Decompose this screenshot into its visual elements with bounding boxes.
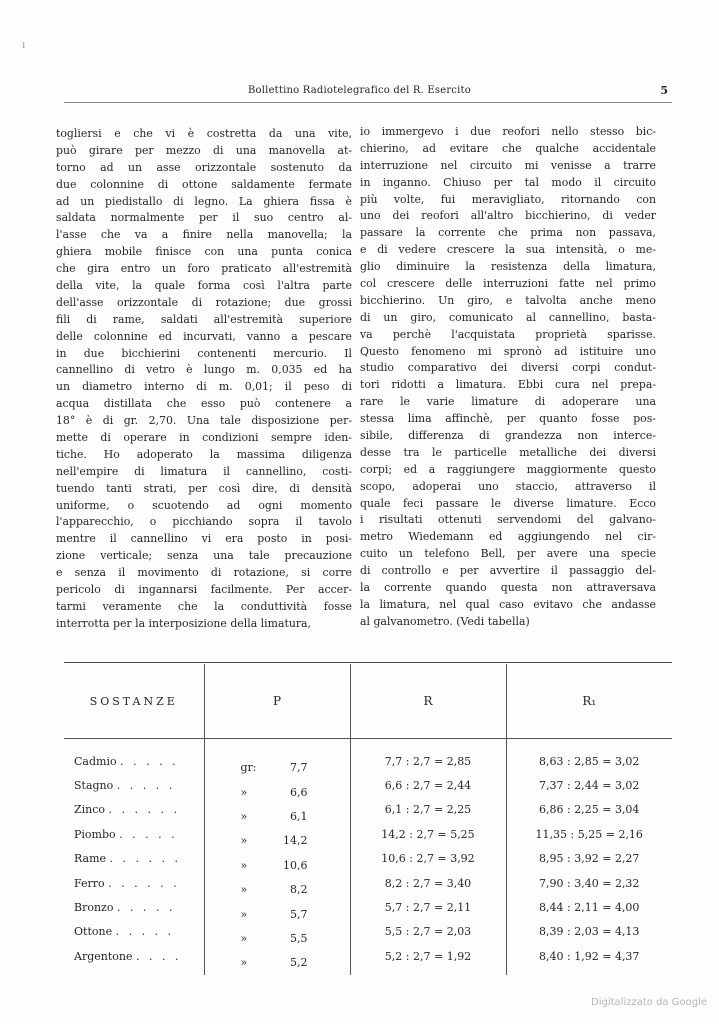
header-r: R — [350, 664, 506, 739]
substance-name: Zinco — [74, 803, 106, 817]
text-line: e di vedere crescere la sua intensità, o me- — [360, 243, 656, 257]
r-cell: 14,2 : 2,7 = 5,25 — [350, 822, 506, 846]
text-line: la corrente quando questa non attraversava — [360, 581, 656, 595]
table-row — [64, 944, 672, 974]
text-line: di un giro, comunicato al cannellino, basta- — [360, 310, 656, 324]
r-cell: 5,7 : 2,7 = 2,11 — [350, 895, 506, 919]
text-line: cuito un telefono Bell, per avere una specie — [360, 547, 656, 561]
substance-cell — [64, 895, 204, 919]
table-body — [64, 739, 672, 975]
leader-dots: . . . . . — [116, 779, 176, 793]
text-line: ad un piedistallo di legno. La ghiera fissa è — [56, 194, 352, 208]
p-value: 10,6 — [283, 858, 308, 872]
p-value: 5,5 — [290, 931, 308, 945]
substance-cell — [64, 773, 204, 797]
substance-name: Bronzo — [74, 901, 114, 915]
r-cell: 7,7 : 2,7 = 2,85 — [350, 739, 506, 774]
table-row — [64, 871, 672, 895]
text-line: uno dei reofori all'altro bicchierino, di veder — [360, 209, 656, 223]
text-line: e senza il movimento di rotazione, si corre — [56, 566, 352, 580]
p-unit: » — [240, 809, 248, 823]
text-line: pericolo di ingannarsi facilmente. Per accer- — [56, 583, 352, 597]
r-cell: 10,6 : 2,7 = 3,92 — [350, 847, 506, 871]
r1-cell: 8,95 : 3,92 = 2,27 — [506, 847, 672, 871]
text-line: ghiera mobile finisce con una punta conica — [56, 245, 352, 259]
r1-cell: 8,63 : 2,85 = 3,02 — [506, 739, 672, 774]
page-number: 5 — [660, 84, 668, 97]
r1-cell: 7,90 : 3,40 = 2,32 — [506, 871, 672, 895]
text-line: stessa lima affinchè, per quanto fosse pos- — [360, 412, 656, 426]
text-line: glio diminuire la resistenza della limatura, — [360, 260, 656, 274]
leader-dots: . . . . — [135, 949, 182, 963]
text-line: passare la corrente che prima non passava, — [360, 226, 656, 240]
substance-name: Ferro — [74, 876, 105, 890]
table-row — [64, 895, 672, 919]
p-cell — [204, 847, 350, 871]
text-line: più volte, fui meravigliato, ritornando con — [360, 192, 656, 206]
p-unit: » — [240, 956, 248, 970]
text-line: desse tra le particelle metalliche dei diversi — [360, 445, 656, 459]
leader-dots: . . . . . . — [108, 803, 180, 817]
text-line: studio comparativo dei diversi corpi condut- — [360, 361, 656, 375]
text-line: rare le varie limature di adoperare una — [360, 395, 656, 409]
text-line: al galvanometro. (Vedi tabella) — [360, 614, 530, 628]
text-line: va perchè l'acquistata proprietà sparisse. — [360, 327, 656, 341]
header-p: P — [204, 664, 350, 739]
text-line: bicchierino. Un giro, e talvolta anche meno — [360, 293, 656, 307]
table-row — [64, 920, 672, 944]
substance-cell — [64, 739, 204, 774]
text-line: dell'asse orizzontale di rotazione; due grossi — [56, 295, 352, 309]
r-cell: 5,2 : 2,7 = 1,92 — [350, 944, 506, 974]
text-line: tiche. Ho adoperato la massima diligenza — [56, 447, 352, 461]
r1-cell: 8,40 : 1,92 = 4,37 — [506, 944, 672, 974]
text-line: uniforme, o scuotendo ad ogni momento — [56, 498, 352, 512]
p-unit: » — [240, 834, 248, 848]
p-value: 14,2 — [283, 834, 308, 848]
text-line: i risultati ottenuti servendomi del galvano- — [360, 513, 656, 527]
text-line: della vite, la quale forma così l'altra parte — [56, 279, 352, 293]
leader-dots: . . . . . . — [109, 852, 182, 866]
substances-table — [64, 664, 672, 975]
p-unit: » — [240, 785, 248, 799]
leader-dots: . . . . . . — [108, 876, 180, 890]
p-cell — [204, 871, 350, 895]
text-line: zione verticale; senza una tale precauzione — [56, 549, 352, 563]
p-unit: gr: — [240, 761, 257, 775]
leader-dots: . . . . . — [116, 901, 176, 915]
r-cell: 6,6 : 2,7 = 2,44 — [350, 773, 506, 797]
r1-cell: 11,35 : 5,25 = 2,16 — [506, 822, 672, 846]
p-value: 7,7 — [290, 761, 308, 775]
substance-name: Piombo — [74, 827, 116, 841]
text-line: saldata normalmente per il suo centro al- — [56, 211, 352, 225]
text-line: un diametro interno di m. 0,01; il peso di — [56, 380, 352, 394]
text-line: tuendo tanti strati, per così dire, di densità — [56, 481, 352, 495]
text-line: in inganno. Chiuso per tal modo il circuito — [360, 175, 656, 189]
p-cell — [204, 895, 350, 919]
substance-cell — [64, 944, 204, 974]
text-line: chierino, ad evitare che qualche accidentale — [360, 141, 656, 155]
r-cell: 8,2 : 2,7 = 3,40 — [350, 871, 506, 895]
r1-cell: 6,86 : 2,25 = 3,04 — [506, 798, 672, 822]
text-line: acqua distillata che esso può contenere a — [56, 397, 352, 411]
text-line: interruzione nel circuito mi venisse a trarre — [360, 158, 656, 172]
substance-cell — [64, 920, 204, 944]
p-value: 5,7 — [290, 907, 308, 921]
table-row — [64, 739, 672, 774]
text-line: che gira entro un foro praticato all'estremità — [56, 262, 352, 276]
table-row — [64, 822, 672, 846]
substance-name: Cadmio — [74, 754, 117, 768]
substance-name: Stagno — [74, 779, 114, 793]
text-line: l'asse che va a finire nella manovella; la — [56, 228, 352, 242]
leader-dots: . . . . . — [119, 827, 178, 841]
text-line: due colonnine di ottone saldamente fermate — [56, 177, 352, 191]
margin-mark: ı — [22, 40, 26, 51]
p-cell — [204, 739, 350, 774]
table-row — [64, 773, 672, 797]
text-line: di controllo e per avvertire il passaggio del- — [360, 564, 656, 578]
header-r1: R₁ — [506, 664, 672, 739]
p-value: 6,6 — [290, 785, 308, 799]
p-value: 8,2 — [290, 883, 308, 897]
table-header-row — [64, 664, 672, 739]
text-line: fili di rame, saldati all'estremità superiore — [56, 312, 352, 326]
google-watermark: Digitalizzato da Google — [591, 997, 707, 1008]
p-cell — [204, 920, 350, 944]
text-line: mentre il cannellino vi era posto in posi- — [56, 532, 352, 546]
r-cell: 6,1 : 2,7 = 2,25 — [350, 798, 506, 822]
text-line: io immergevo i due reofori nello stesso bic- — [360, 125, 656, 138]
r1-cell: 8,39 : 2,03 = 4,13 — [506, 920, 672, 944]
text-line: quale feci passare le diverse limature. Ecco — [360, 496, 656, 510]
text-line: torno ad un asse orizzontale sostenuto da — [56, 160, 352, 174]
substance-name: Ottone — [74, 925, 113, 939]
p-unit: » — [240, 858, 248, 872]
leader-dots: . . . . . — [120, 754, 179, 768]
text-line: delle colonnine ed incurvati, vanno a pescare — [56, 329, 352, 343]
r-cell: 5,5 : 2,7 = 2,03 — [350, 920, 506, 944]
text-line: sibile, differenza di grandezza non interce- — [360, 429, 656, 443]
text-line: cannellino di vetro è lungo m. 0,035 ed ha — [56, 363, 352, 377]
p-cell — [204, 773, 350, 797]
text-line: la limatura, nel qual caso evitavo che andasse — [360, 597, 656, 611]
text-line: interrotta per la interposizione della limatura, — [56, 616, 312, 630]
running-header — [64, 82, 672, 103]
p-unit: » — [240, 931, 248, 945]
p-unit: » — [240, 907, 248, 921]
right-text-column — [360, 124, 656, 649]
p-unit: » — [240, 883, 248, 897]
p-cell — [204, 944, 350, 974]
table-top-rule — [64, 662, 672, 663]
r1-cell: 7,37 : 2,44 = 3,02 — [506, 773, 672, 797]
header-sostanze: SOSTANZE — [64, 664, 204, 739]
table-row — [64, 847, 672, 871]
p-cell — [204, 822, 350, 846]
text-line: scopo, adoperai uno staccio, attraverso il — [360, 479, 656, 493]
leader-dots: . . . . . — [115, 925, 175, 939]
substance-name: Rame — [74, 852, 107, 866]
text-line: col crescere delle interruzioni fatte nel primo — [360, 277, 656, 291]
journal-title: Bollettino Radiotelegrafico del R. Esercito — [248, 85, 471, 96]
substance-name: Argentone — [74, 949, 133, 963]
text-line: corpi; ed a raggiungere maggiormente questo — [360, 462, 656, 476]
text-line: nell'empire di limatura il cannellino, costi- — [56, 464, 352, 478]
substance-cell — [64, 847, 204, 871]
text-line: 18° è di gr. 2,70. Una tale disposizione per- — [56, 414, 352, 428]
text-line: tarmi veramente che la conduttività fosse — [56, 599, 352, 613]
p-value: 6,1 — [290, 809, 308, 823]
text-line: mette di operare in condizioni sempre iden- — [56, 431, 352, 445]
p-value: 5,2 — [290, 956, 308, 970]
r1-cell: 8,44 : 2,11 = 4,00 — [506, 895, 672, 919]
text-line: può girare per mezzo di una manovella at- — [56, 143, 352, 157]
text-line: metro Wiedemann ed aggiungendo nel cir- — [360, 530, 656, 544]
substance-cell — [64, 822, 204, 846]
p-cell — [204, 798, 350, 822]
text-line: togliersi e che vi è costretta da una vite, — [56, 127, 352, 140]
text-line: Questo fenomeno mi spronò ad istituire uno — [360, 344, 656, 358]
table-row — [64, 798, 672, 822]
substance-cell — [64, 798, 204, 822]
text-line: l'apparecchio, o picchiando sopra il tavolo — [56, 515, 352, 529]
substance-cell — [64, 871, 204, 895]
text-line: tori ridotti a limatura. Ebbi cura nel prepa- — [360, 378, 656, 392]
left-text-column — [56, 126, 352, 651]
text-line: in due bicchierini contenenti mercurio. Il — [56, 346, 352, 360]
